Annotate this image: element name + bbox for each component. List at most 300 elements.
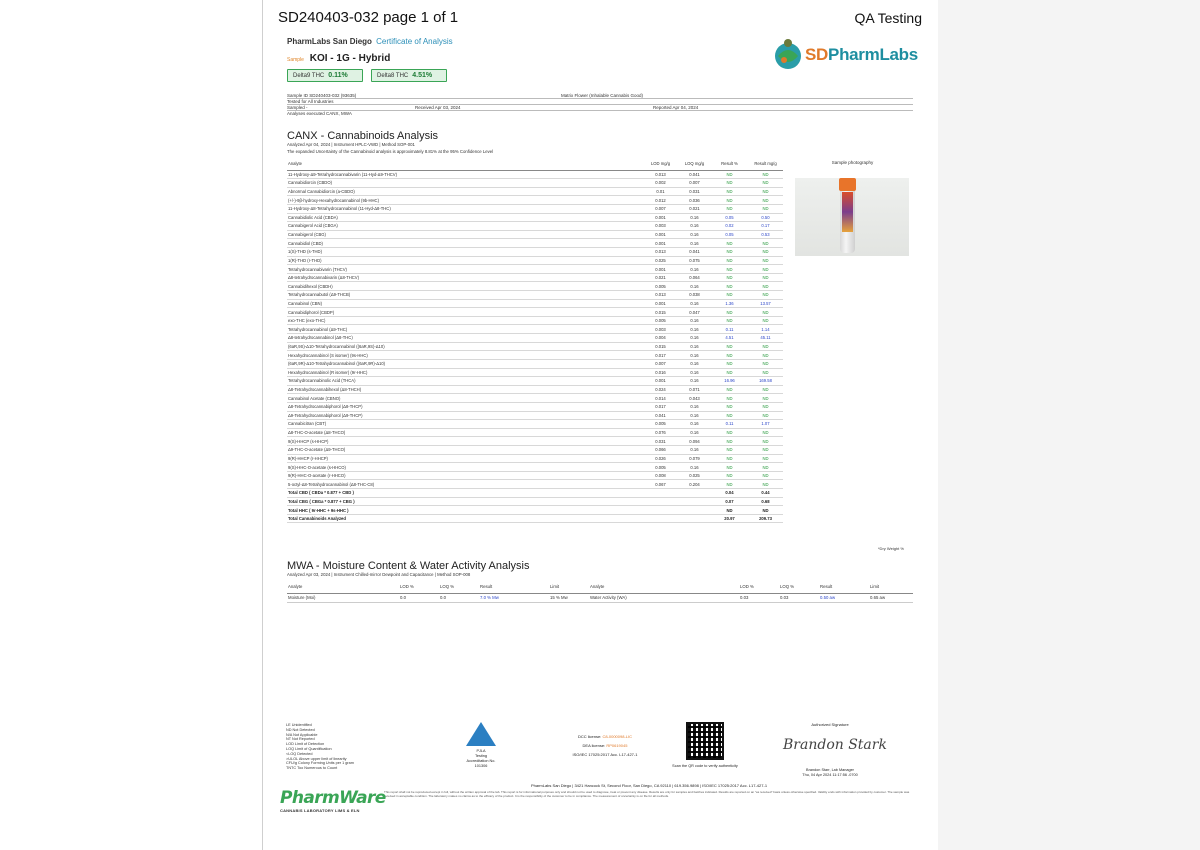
- signature-date: Thu, 04 Apr 2024 11:17:56 -0700: [802, 773, 858, 777]
- loq-cell: 0.025: [677, 471, 711, 480]
- mwa-cell: 0.0: [399, 593, 439, 602]
- legend-item: NT Not Reported: [286, 737, 315, 742]
- result-mg-cell: 13.57: [747, 299, 783, 308]
- analyte-cell: exo-THC (exo-THC): [287, 316, 643, 325]
- table-row: [287, 239, 783, 248]
- table-row: [287, 471, 783, 480]
- analyte-cell: Cannabinol (CBN): [287, 299, 643, 308]
- pjla-name: PJLA: [476, 749, 486, 753]
- loq-cell: 0.079: [677, 454, 711, 463]
- empty-cell: [643, 506, 677, 515]
- loq-cell: 0.16: [677, 359, 711, 368]
- sample-info: [287, 93, 913, 117]
- analyte-cell: 9(S)-HHCP (s-HHCP): [287, 437, 643, 446]
- result-mg-cell: ND: [747, 308, 783, 317]
- document-title: SD240403-032 page 1 of 1: [278, 9, 459, 26]
- qr-caption: Scan the QR code to verify authenticity: [672, 764, 738, 768]
- lod-cell: 0.007: [643, 359, 677, 368]
- total-row: [287, 514, 783, 523]
- result-mg-cell: ND: [747, 342, 783, 351]
- analyte-cell: Tetrahydrocannabinol (Δ9-THC): [287, 325, 643, 334]
- lod-cell: 0.013: [643, 247, 677, 256]
- result-pct-cell: ND: [711, 308, 747, 317]
- badge-delta9: [287, 69, 363, 82]
- signature-label: Authorized Signature: [811, 722, 849, 727]
- mwa-col-header: LOD %: [739, 581, 779, 593]
- iso-accreditation: ISO/IEC 17025:2017 Acc. L17-427-1: [572, 752, 638, 757]
- loq-cell: 0.16: [677, 411, 711, 420]
- pjla-triangle-icon: [466, 722, 496, 746]
- lod-cell: 0.013: [643, 170, 677, 179]
- badge-value: 4.51%: [412, 72, 433, 79]
- sample-line: [287, 53, 390, 64]
- table-row: [287, 179, 783, 188]
- empty-cell: [643, 497, 677, 506]
- analyte-cell: Cannabigerol (CBG): [287, 230, 643, 239]
- badge-label: Delta8 THC: [377, 73, 409, 79]
- table-row: [287, 420, 783, 429]
- result-pct-cell: ND: [711, 187, 747, 196]
- disclaimer: This report shall not be reproduced except in full, without the written approval of the lab. This report is for informational purposes only and should not be used to diagnose, treat or prevent any disease. Results are only for samples and batches indicated. Results are reported on an "as received" basis unless otherwise specified. Validity ends with information provided by customer. The sample was received in acceptable condition. The laboratory makes no claims as to the efficacy of the product. It is the responsibility of the customer to be in compliance. The measurement of uncertainty is on file for all methods.: [384, 790, 910, 798]
- loq-cell: 0.16: [677, 334, 711, 343]
- mwa-cell: 0.0: [439, 593, 479, 602]
- total-mg: ND: [747, 506, 783, 515]
- result-mg-cell: ND: [747, 187, 783, 196]
- total-label: Total Cannabinoids Analyzed: [287, 514, 643, 523]
- loq-cell: 0.094: [677, 437, 711, 446]
- empty-cell: [643, 514, 677, 523]
- empty-cell: [643, 489, 677, 498]
- analyte-cell: Cannabigerol Acid (CBGA): [287, 222, 643, 231]
- loq-cell: 0.16: [677, 351, 711, 360]
- table-row: [287, 325, 783, 334]
- license-info: [560, 732, 650, 759]
- right-margin: [938, 0, 1200, 850]
- loq-cell: 0.16: [677, 265, 711, 274]
- lab-heading: [287, 37, 453, 46]
- loq-cell: 0.064: [677, 273, 711, 282]
- total-pct: ND: [711, 506, 747, 515]
- result-pct-cell: ND: [711, 454, 747, 463]
- pjla-text: [462, 749, 500, 769]
- signatory-name: Brandon Starr, Lab Manager: [806, 768, 854, 772]
- lod-cell: 0.012: [643, 196, 677, 205]
- result-pct-cell: ND: [711, 273, 747, 282]
- mwa-col-header: Result: [819, 581, 869, 593]
- analyte-cell: Cannabidiorcin (CBDO): [287, 179, 643, 188]
- lod-cell: 0.024: [643, 385, 677, 394]
- info-row-4: [287, 111, 913, 117]
- total-mg: 0.68: [747, 497, 783, 506]
- matrix: Matrix Flower (Inhalable Cannabis Good): [561, 93, 644, 98]
- loq-cell: 0.16: [677, 402, 711, 411]
- cannabinoid-rows: [287, 170, 783, 523]
- analyte-cell: Δ8-tetrahydrocannabivarin (Δ8-THCV): [287, 273, 643, 282]
- result-pct-cell: 0.11: [711, 325, 747, 334]
- lod-cell: 0.016: [643, 368, 677, 377]
- table-row: [287, 282, 783, 291]
- legend-item: LOD Limit of Detection: [286, 742, 325, 747]
- result-pct-cell: ND: [711, 247, 747, 256]
- loq-cell: 0.043: [677, 394, 711, 403]
- legend-item: LOQ Limit of Quantification: [286, 746, 332, 751]
- table-row: [287, 463, 783, 472]
- loq-cell: 0.16: [677, 316, 711, 325]
- logo-pharmlabs: PharmLabs: [828, 45, 918, 64]
- loq-cell: 0.16: [677, 463, 711, 472]
- table-row: [287, 359, 783, 368]
- mwa-cell: 7.0 % Mw: [479, 593, 549, 602]
- result-mg-cell: ND: [747, 480, 783, 489]
- mwa-cell: 0.50 aw: [819, 593, 869, 602]
- lab-address: PharmLabs San Diego | 3421 Hancock St, Second Floor, San Diego, CA 92110 | 619.356.9898 | ISO/IEC 17025:2017 Acc. L17-427-1: [530, 783, 768, 788]
- table-row: [287, 204, 783, 213]
- empty-cell: [677, 489, 711, 498]
- result-pct-cell: 0.05: [711, 230, 747, 239]
- loq-cell: 0.041: [677, 170, 711, 179]
- table-row: [287, 402, 783, 411]
- table-row: [287, 480, 783, 489]
- result-pct-cell: 0.02: [711, 222, 747, 231]
- analyte-cell: 5-octyl-Δ8-Tetrahydrocannabinol (Δ8-THC-C8): [287, 480, 643, 489]
- sample-name: KOI - 1G - Hybrid: [309, 53, 391, 64]
- result-mg-cell: ND: [747, 291, 783, 300]
- analyte-cell: Cannabidihexol (CBDH): [287, 282, 643, 291]
- lod-cell: 0.076: [643, 428, 677, 437]
- result-mg-cell: ND: [747, 196, 783, 205]
- table-row: [287, 437, 783, 446]
- sdpharmlabs-logo: [772, 38, 917, 72]
- lod-cell: 0.008: [643, 471, 677, 480]
- result-pct-cell: ND: [711, 265, 747, 274]
- mwa-cell: Water Activity (WA): [589, 593, 739, 602]
- qa-testing-label: QA Testing: [854, 10, 922, 26]
- abbreviation-legend: [286, 723, 354, 771]
- table-row: [287, 291, 783, 300]
- loq-cell: 0.036: [677, 196, 711, 205]
- legend-item: <LOQ Detected: [286, 751, 313, 756]
- lod-cell: 0.005: [643, 420, 677, 429]
- result-pct-cell: ND: [711, 239, 747, 248]
- doc-type: Certificate of Analysis: [376, 37, 453, 46]
- mwa-col-header: LOD %: [399, 581, 439, 593]
- col-result-pct: Result %: [711, 157, 747, 170]
- sample-photo: [795, 178, 909, 256]
- badge-label: Delta9 THC: [293, 73, 325, 79]
- result-pct-cell: ND: [711, 437, 747, 446]
- lod-cell: 0.031: [643, 437, 677, 446]
- loq-cell: 0.16: [677, 325, 711, 334]
- table-row: [287, 411, 783, 420]
- mwa-analyzed: Analyzed Apr 03, 2024 | Instrument Chilled-mirror Dewpoint and Capacitance | Method SOP-008: [287, 572, 471, 577]
- loq-cell: 0.16: [677, 239, 711, 248]
- result-mg-cell: 45.11: [747, 334, 783, 343]
- total-label: Total HHC ( 9r-HHC + 9s-HHC ): [287, 506, 643, 515]
- dea-value: RP0619045: [606, 743, 628, 748]
- result-mg-cell: ND: [747, 394, 783, 403]
- reported: Reported Apr 04, 2024: [653, 105, 699, 110]
- lod-cell: 0.067: [643, 480, 677, 489]
- loq-cell: 0.021: [677, 204, 711, 213]
- analyte-cell: 1(S)-THD (s-THD): [287, 247, 643, 256]
- total-label: Total CBD ( CBDa * 0.877 + CBD ): [287, 489, 643, 498]
- table-row: [287, 377, 783, 386]
- result-pct-cell: ND: [711, 385, 747, 394]
- analyte-cell: 9(S)-HHC-O-acetate (s-HHCO): [287, 463, 643, 472]
- legend-item: >ULOL Above upper limit of linearity: [286, 756, 347, 761]
- result-mg-cell: ND: [747, 179, 783, 188]
- table-row: [287, 394, 783, 403]
- received: Received Apr 03, 2024: [415, 105, 461, 110]
- mwa-title: MWA - Moisture Content & Water Activity Analysis: [287, 560, 530, 572]
- total-row: [287, 489, 783, 498]
- table-row: [287, 428, 783, 437]
- analyte-cell: Cannabicitran (CBT): [287, 420, 643, 429]
- left-margin: [0, 0, 262, 850]
- loq-cell: 0.204: [677, 480, 711, 489]
- result-mg-cell: ND: [747, 247, 783, 256]
- lod-cell: 0.017: [643, 351, 677, 360]
- result-mg-cell: ND: [747, 463, 783, 472]
- loq-cell: 0.16: [677, 230, 711, 239]
- lab-name: PharmLabs San Diego: [287, 37, 372, 46]
- pjla-cert: Accreditation No. 101306: [466, 759, 496, 768]
- result-pct-cell: ND: [711, 359, 747, 368]
- table-row: [287, 342, 783, 351]
- lod-cell: 0.005: [643, 282, 677, 291]
- table-row: [287, 256, 783, 265]
- result-pct-cell: 0.05: [711, 213, 747, 222]
- table-row: [287, 308, 783, 317]
- lod-cell: 0.005: [643, 316, 677, 325]
- mwa-col-header: Analyte: [589, 581, 739, 593]
- empty-cell: [677, 506, 711, 515]
- result-mg-cell: ND: [747, 239, 783, 248]
- mwa-cell: Moisture (Moi): [287, 593, 399, 602]
- result-mg-cell: ND: [747, 282, 783, 291]
- lod-cell: 0.025: [643, 256, 677, 265]
- lod-cell: 0.017: [643, 402, 677, 411]
- table-row: [287, 213, 783, 222]
- total-label: Total CBG ( CBGa * 0.877 + CBG ): [287, 497, 643, 506]
- mwa-col-header: Analyte: [287, 581, 399, 593]
- dry-weight-note: *Dry Weight %: [878, 546, 904, 551]
- dcc-label: DCC license:: [577, 734, 602, 739]
- mwa-cell: 0.65 aw: [869, 593, 913, 602]
- mwa-cell: 15 % Mw: [549, 593, 589, 602]
- loq-cell: 0.038: [677, 291, 711, 300]
- result-mg-cell: ND: [747, 368, 783, 377]
- signatory: [780, 768, 880, 778]
- loq-cell: 0.16: [677, 368, 711, 377]
- loq-cell: 0.071: [677, 385, 711, 394]
- result-mg-cell: 0.53: [747, 230, 783, 239]
- vial-label: [842, 192, 853, 232]
- result-pct-cell: ND: [711, 256, 747, 265]
- mwa-header: [287, 581, 913, 593]
- loq-cell: 0.16: [677, 377, 711, 386]
- table-row: [287, 196, 783, 205]
- cannabinoid-table: [287, 157, 783, 523]
- table-row: [287, 446, 783, 455]
- result-pct-cell: ND: [711, 471, 747, 480]
- result-mg-cell: ND: [747, 351, 783, 360]
- leaf-globe-icon: [772, 38, 806, 72]
- badge-value: 0.11%: [328, 72, 348, 79]
- result-mg-cell: 0.50: [747, 213, 783, 222]
- analyte-cell: Δ8-THC-O-acetate (Δ8-THCO): [287, 428, 643, 437]
- loq-cell: 0.16: [677, 420, 711, 429]
- result-pct-cell: ND: [711, 428, 747, 437]
- result-mg-cell: ND: [747, 256, 783, 265]
- empty-cell: [677, 497, 711, 506]
- analyses: Analyses executed CANX, MWA: [287, 111, 352, 116]
- analyte-cell: Abnormal Cannabidiorcin (a-CBDO): [287, 187, 643, 196]
- col-loq: LOQ mg/g: [677, 157, 711, 170]
- pharmware-logo: [280, 788, 386, 820]
- tested-for: Tested for All Industries: [287, 99, 334, 104]
- result-mg-cell: ND: [747, 273, 783, 282]
- canx-analyzed: Analyzed Apr 04, 2024 | Instrument HPLC-VWD | Method SOP-001: [287, 142, 415, 147]
- table-header: [287, 157, 783, 170]
- lod-cell: 0.007: [643, 204, 677, 213]
- legend-item: ND Not Detected: [286, 727, 315, 732]
- lod-cell: 0.001: [643, 265, 677, 274]
- mwa-col-header: Limit: [869, 581, 913, 593]
- pjla-accreditation: [462, 722, 502, 766]
- analyte-cell: 11-Hydroxy-Δ9-Tetrahydrocannabivarin (11-Hyd-Δ9-THCV): [287, 170, 643, 179]
- table-row: [287, 273, 783, 282]
- sampled: Sampled -: [287, 105, 308, 110]
- mwa-cell: 0.03: [739, 593, 779, 602]
- lod-cell: 0.001: [643, 299, 677, 308]
- col-analyte: Analyte: [287, 157, 643, 170]
- lod-cell: 0.003: [643, 325, 677, 334]
- result-mg-cell: ND: [747, 428, 783, 437]
- result-pct-cell: ND: [711, 394, 747, 403]
- analyte-cell: Δ9-THC-O-acetate (Δ9-THCO): [287, 446, 643, 455]
- loq-cell: 0.16: [677, 428, 711, 437]
- legend-item: CFU/g Colony Forming Units per 1 gram: [286, 761, 354, 766]
- canx-uncertainty: The expanded Uncertainty of the Cannabinoid analysis is approximately 8.81% at the 95% Confidence Level: [287, 149, 494, 154]
- result-pct-cell: ND: [711, 342, 747, 351]
- loq-cell: 0.047: [677, 308, 711, 317]
- table-row: [287, 187, 783, 196]
- result-pct-cell: ND: [711, 463, 747, 472]
- badge-delta8: [371, 69, 447, 82]
- mwa-col-header: Result: [479, 581, 549, 593]
- lod-cell: 0.004: [643, 334, 677, 343]
- lod-cell: 0.021: [643, 273, 677, 282]
- analyte-cell: 9(R)-HHCP (r-HHCP): [287, 454, 643, 463]
- dea-label: DEA license:: [582, 743, 606, 748]
- loq-cell: 0.075: [677, 256, 711, 265]
- analyte-cell: Tetrahydrocannabivarin (THCV): [287, 265, 643, 274]
- photo-label: Sample photography: [831, 160, 874, 165]
- lod-cell: 0.013: [643, 291, 677, 300]
- lod-cell: 0.003: [643, 222, 677, 231]
- analyte-cell: Δ8-Tetrahydrocannabihexol (Δ8-THCH): [287, 385, 643, 394]
- result-pct-cell: 1.36: [711, 299, 747, 308]
- loq-cell: 0.16: [677, 213, 711, 222]
- mwa-col-header: Limit: [549, 581, 589, 593]
- lod-cell: 0.001: [643, 377, 677, 386]
- mwa-cell: 0.03: [779, 593, 819, 602]
- loq-cell: 0.16: [677, 342, 711, 351]
- result-mg-cell: 1.07: [747, 420, 783, 429]
- lod-cell: 0.015: [643, 342, 677, 351]
- table-row: [287, 222, 783, 231]
- loq-cell: 0.031: [677, 187, 711, 196]
- empty-cell: [677, 514, 711, 523]
- analyte-cell: Tetrahydrocannabutol (Δ9-THCB): [287, 291, 643, 300]
- lod-cell: 0.002: [643, 179, 677, 188]
- qr-code-icon[interactable]: [686, 722, 724, 760]
- lod-cell: 0.015: [643, 308, 677, 317]
- result-mg-cell: 169.58: [747, 377, 783, 386]
- result-pct-cell: ND: [711, 402, 747, 411]
- table-row: [287, 265, 783, 274]
- result-pct-cell: 4.51: [711, 334, 747, 343]
- mwa-row: [287, 593, 913, 602]
- analyte-cell: Δ8-tetrahydrocannabinol (Δ8-THC): [287, 334, 643, 343]
- result-pct-cell: ND: [711, 411, 747, 420]
- lod-cell: 0.041: [643, 411, 677, 420]
- pharmware-wordmark: PharmWare: [280, 788, 386, 808]
- result-mg-cell: 1.14: [747, 325, 783, 334]
- result-pct-cell: ND: [711, 480, 747, 489]
- table-row: [287, 316, 783, 325]
- result-mg-cell: ND: [747, 446, 783, 455]
- total-pct: 20.97: [711, 514, 747, 523]
- total-mg: 209.73: [747, 514, 783, 523]
- table-row: [287, 385, 783, 394]
- analyte-cell: Hexahydrocannabinol (S isomer) (9s-HHC): [287, 351, 643, 360]
- col-lod: LOD mg/g: [643, 157, 677, 170]
- analyte-cell: 11-Hydroxy-Δ8-Tetrahydrocannabinol (11-Hyd-Δ8-THC): [287, 204, 643, 213]
- result-pct-cell: ND: [711, 316, 747, 325]
- loq-cell: 0.041: [677, 247, 711, 256]
- sample-id: Sample ID SD240403-032 (93635): [287, 93, 357, 98]
- analyte-cell: (+/-)-9β-hydroxy-Hexahydrocannabinol (9b-HHC): [287, 196, 643, 205]
- result-mg-cell: ND: [747, 265, 783, 274]
- total-pct: 0.07: [711, 497, 747, 506]
- signature: Brandon Stark: [783, 737, 887, 753]
- result-mg-cell: ND: [747, 385, 783, 394]
- result-mg-cell: ND: [747, 316, 783, 325]
- loq-cell: 0.007: [677, 179, 711, 188]
- sample-tag: Sample: [287, 57, 304, 63]
- analyte-cell: 9(R)-HHC-O-acetate (r-HHCO): [287, 471, 643, 480]
- result-mg-cell: ND: [747, 204, 783, 213]
- table-row: [287, 368, 783, 377]
- loq-cell: 0.16: [677, 446, 711, 455]
- table-row: [287, 299, 783, 308]
- analyte-cell: (6aR,9R)-Δ10-Tetrahydrocannabinol ((6aR,9R)-Δ10): [287, 359, 643, 368]
- result-mg-cell: ND: [747, 411, 783, 420]
- analyte-cell: Cannabidiolic Acid (CBDA): [287, 213, 643, 222]
- legend-item: N/A Not Applicable: [286, 732, 318, 737]
- lod-cell: 0.001: [643, 230, 677, 239]
- loq-cell: 0.16: [677, 299, 711, 308]
- result-pct-cell: ND: [711, 170, 747, 179]
- lod-cell: 0.066: [643, 446, 677, 455]
- result-mg-cell: ND: [747, 402, 783, 411]
- legend-item: TNTC Too Numerous to Count: [286, 766, 338, 771]
- pharmware-tagline: CANNABIS LABORATORY LIMS & ELN: [280, 808, 360, 813]
- result-pct-cell: 16.96: [711, 377, 747, 386]
- analyte-cell: Tetrahydrocannabinolic Acid (THCA): [287, 377, 643, 386]
